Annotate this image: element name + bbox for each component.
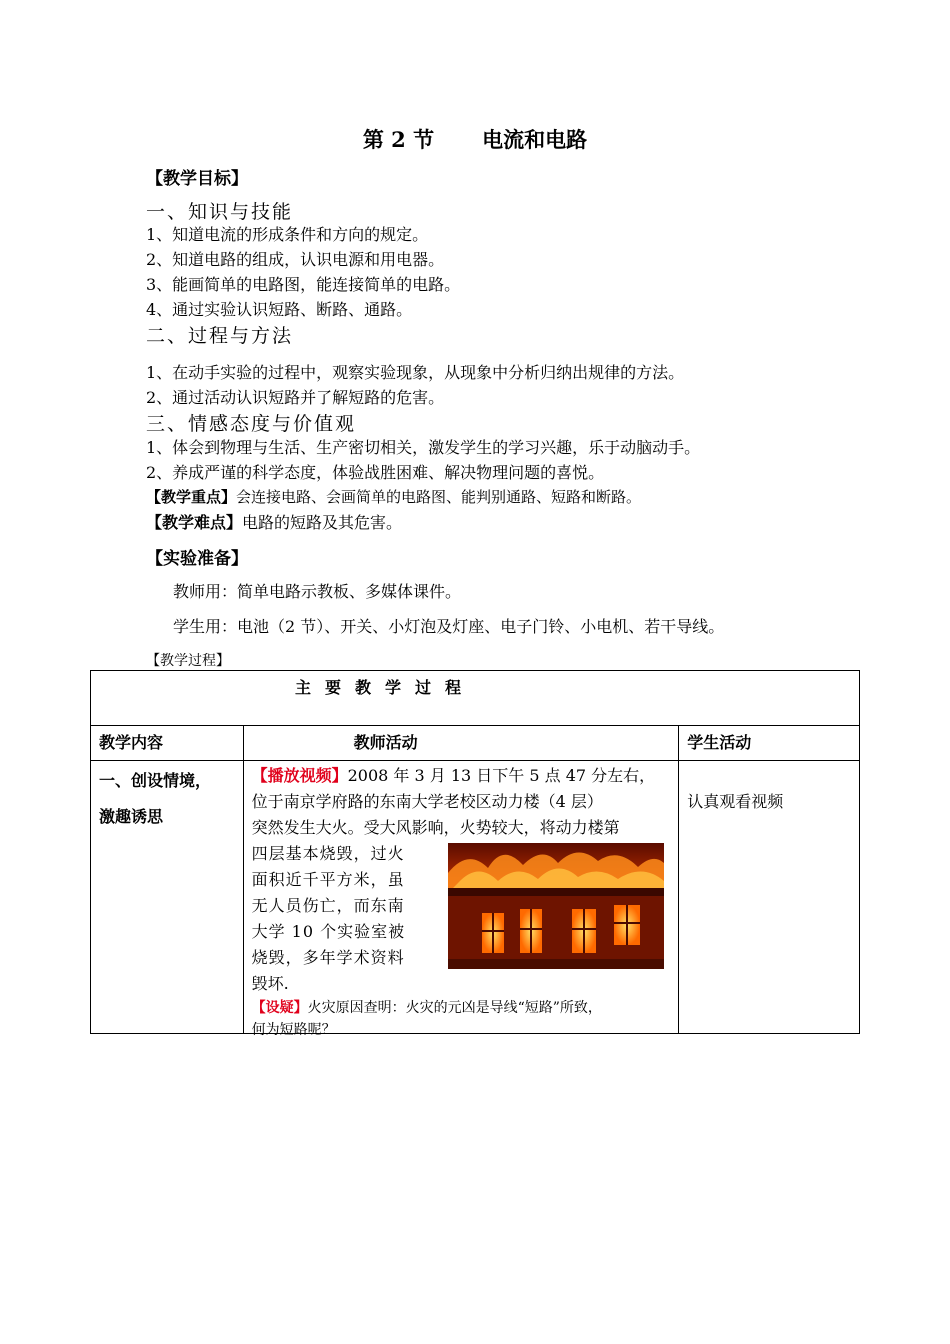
- teacher-line: 【设疑】火灾原因查明：火灾的元凶是导线“短路”所致，: [251, 1000, 602, 1016]
- table-row: [91, 761, 860, 1034]
- prep-student: 学生用：电池（2 节）、开关、小灯泡及灯座、电子门铃、小电机、若干导线。: [173, 617, 725, 636]
- sec1-heading: 一、知识与技能: [146, 201, 294, 223]
- table-main-header: 主要教学过程: [91, 671, 860, 726]
- prep-heading: 【实验准备】: [146, 549, 248, 569]
- key-point-label: 【教学重点】: [146, 488, 237, 506]
- col-header-student: 学生活动: [679, 726, 860, 761]
- objectives-heading: 【教学目标】: [146, 169, 248, 189]
- difficulty-label: 【教学难点】: [146, 513, 243, 532]
- prep-teacher: 教师用：简单电路示教板、多媒体课件。: [173, 582, 462, 601]
- student-cell: 认真观看视频: [679, 761, 860, 1034]
- sec2-item: 1、在动手实验的过程中，观察实验现象，从现象中分析归纳出规律的方法。: [146, 363, 685, 382]
- sec1-item: 4、通过实验认识短路、断路、通路。: [146, 300, 413, 319]
- sec1-item: 3、能画简单的电路图，能连接简单的电路。: [146, 275, 461, 294]
- process-table: [90, 670, 860, 1038]
- difficulty-text: 电路的短路及其危害。: [242, 513, 403, 532]
- teacher-line: 位于南京学府路的东南大学老校区动力楼（4 层）: [251, 792, 603, 811]
- key-point: [146, 486, 641, 507]
- col-header-content: 教学内容: [91, 726, 244, 761]
- sec3-item: 1、体会到物理与生活、生产密切相关，激发学生的学习兴趣，乐于动脑动手。: [146, 438, 701, 457]
- sec3-item: 2、养成严谨的科学态度，体验战胜困难、解决物理问题的喜悦。: [146, 463, 605, 482]
- burning-building-photo: [448, 843, 664, 969]
- teacher-line: 突然发生大火。受大风影响，火势较大，将动力楼第: [251, 818, 620, 837]
- teacher-line: 何为短路呢？: [251, 1022, 336, 1038]
- sec1-item: 2、知道电路的组成，认识电源和用电器。: [146, 250, 445, 269]
- teacher-line: 烧毁，多年学术资料: [251, 948, 405, 967]
- section-number: 第 2 节: [362, 127, 435, 152]
- teacher-line: 大学 10 个实验室被: [251, 922, 406, 941]
- col-header-teacher: 教师活动: [243, 726, 679, 761]
- sec3-heading: 三、情感态度与价值观: [146, 413, 357, 435]
- section-name: 电流和电路: [482, 127, 588, 152]
- teacher-line: 四层基本烧毁，过火: [251, 844, 405, 863]
- process-heading: 【教学过程】: [146, 653, 230, 669]
- teacher-line: 无人员伤亡，而东南: [251, 896, 405, 915]
- page-title: [0, 124, 950, 154]
- key-point-text: 会连接电路、会画简单的电路图、能判别通路、短路和断路。: [236, 488, 642, 506]
- difficulty: [146, 510, 402, 533]
- sec2-item: 2、通过活动认识短路并了解短路的危害。: [146, 388, 445, 407]
- teacher-line: 面积近千平方米，虽: [251, 870, 405, 889]
- content-cell: 一、创设情境， 激趣诱思: [91, 761, 244, 1034]
- teacher-line: 毁坏.: [251, 974, 289, 993]
- sec1-item: 1、知道电流的形成条件和方向的规定。: [146, 225, 429, 244]
- sec2-heading: 二、过程与方法: [146, 325, 294, 347]
- teacher-cell: [243, 761, 679, 1038]
- teacher-line: 【播放视频】2008 年 3 月 13 日下午 5 点 47 分左右，: [251, 766, 656, 785]
